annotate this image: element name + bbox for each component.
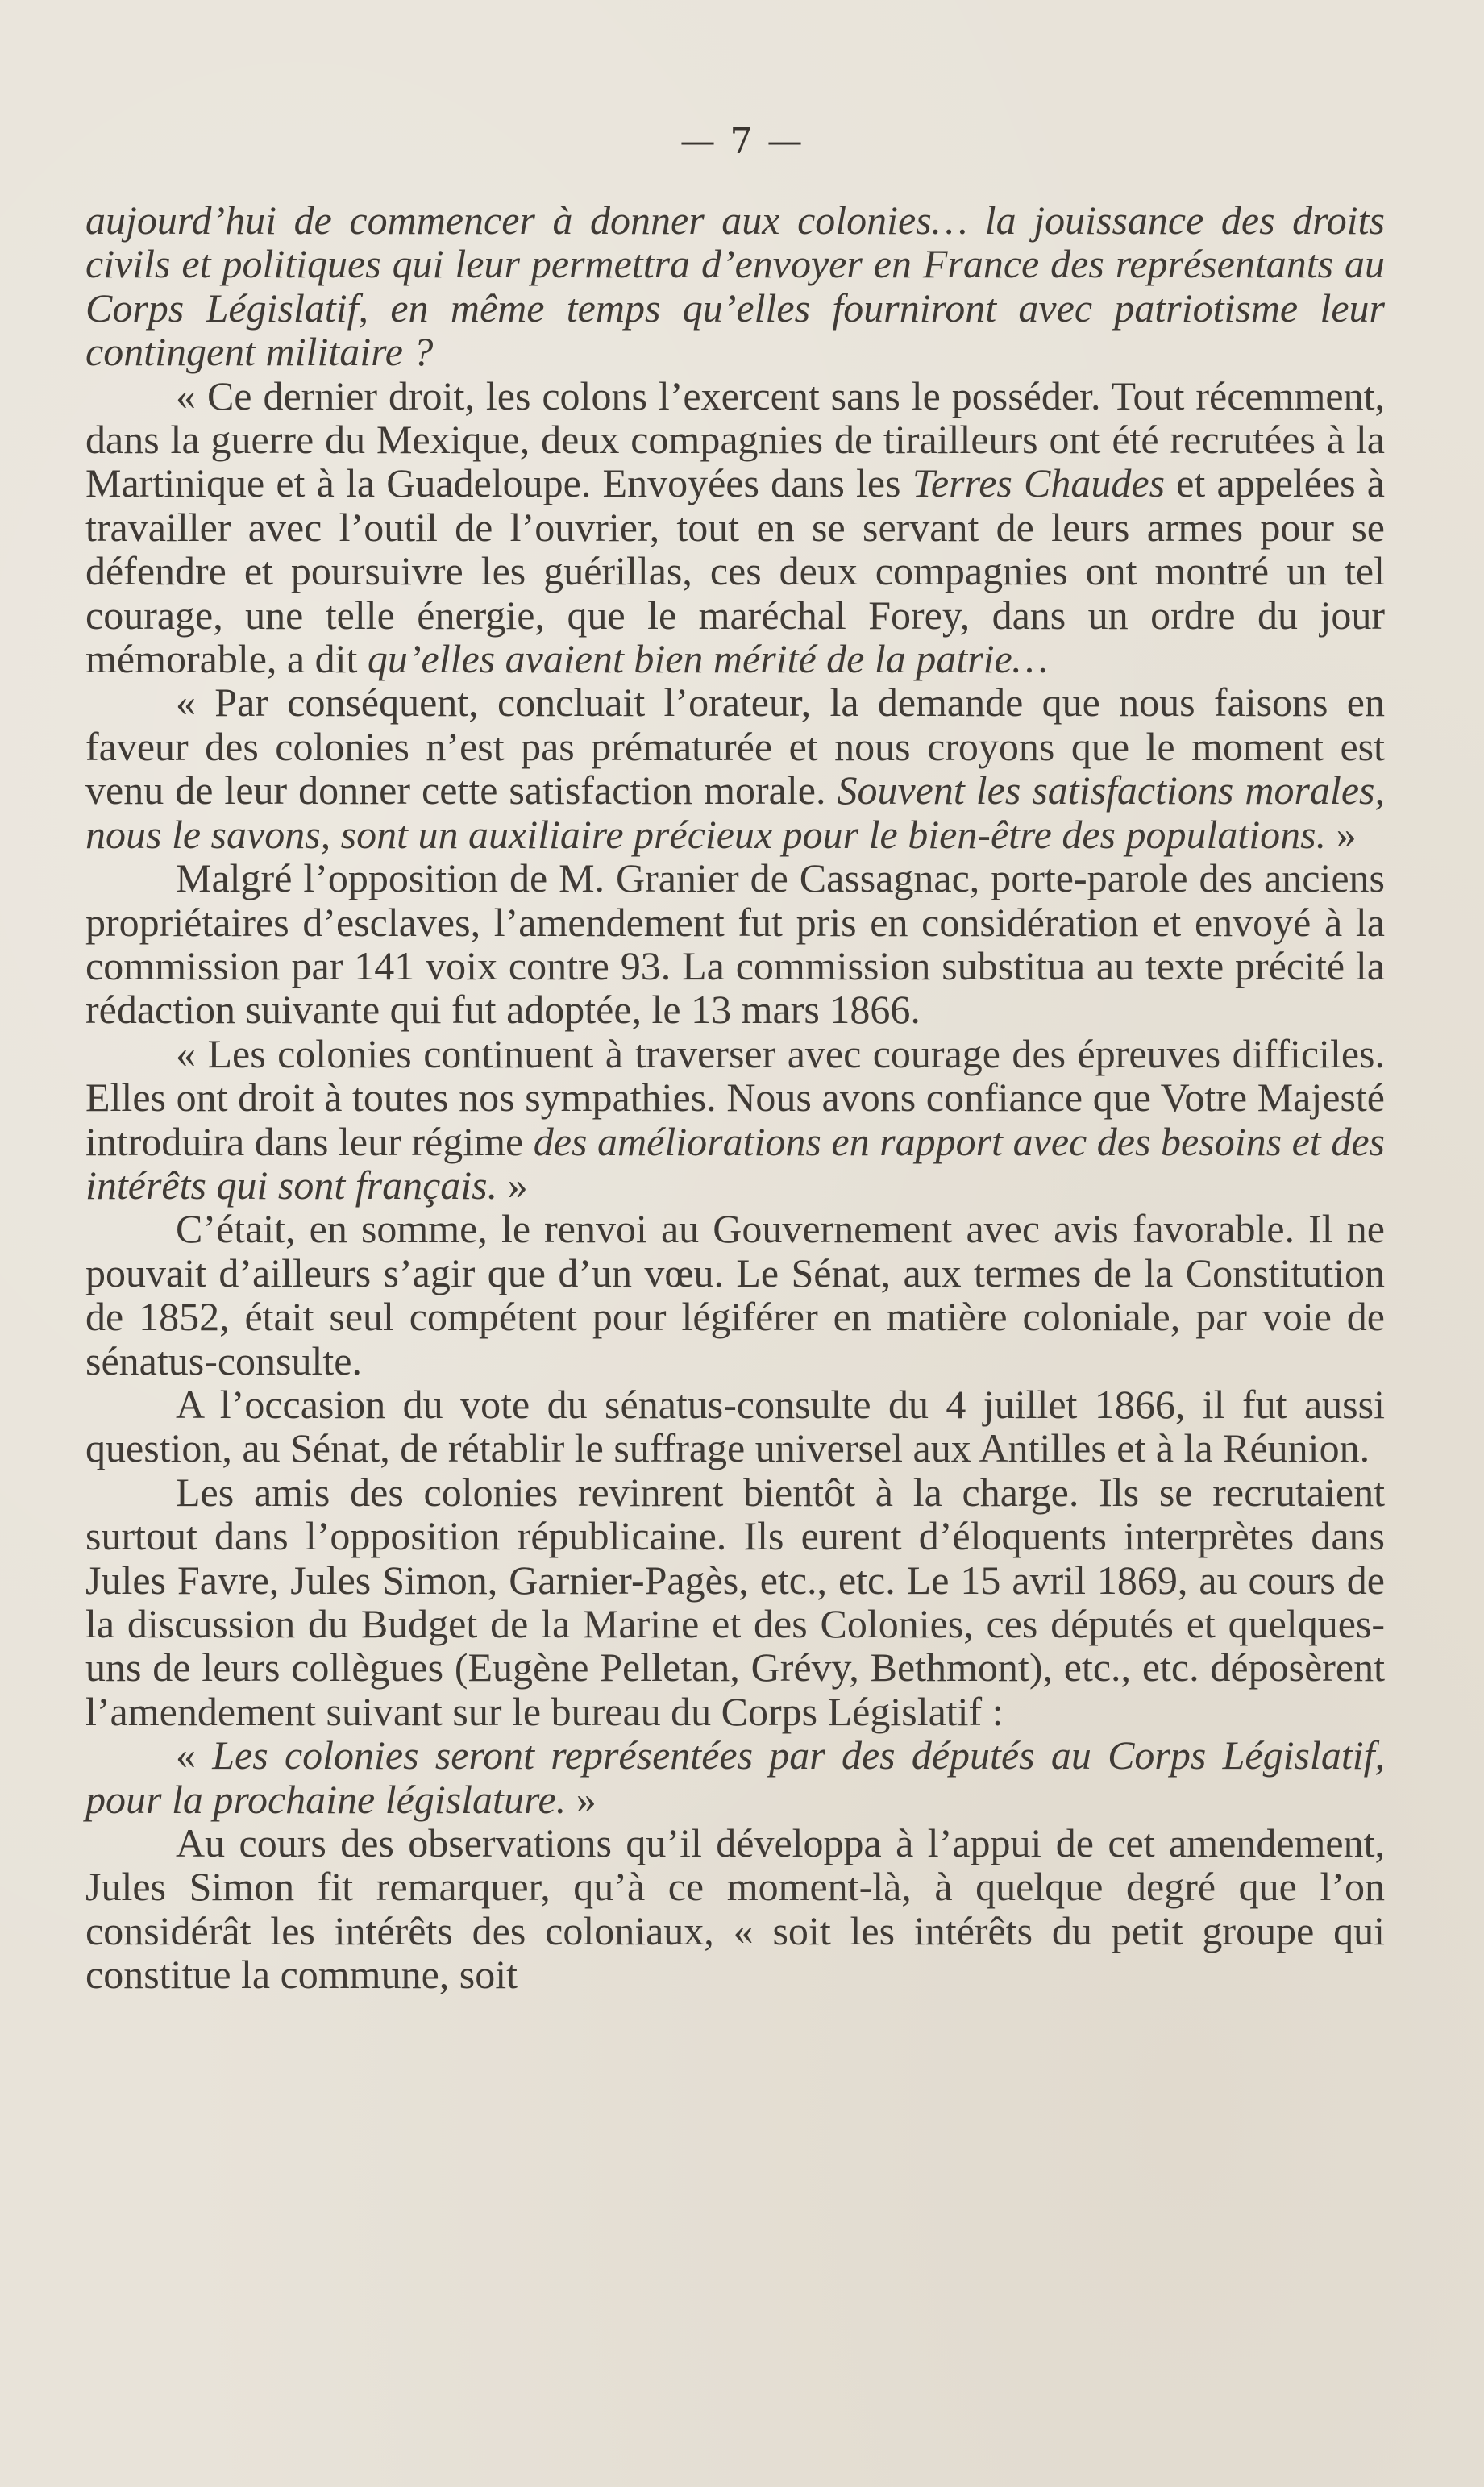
text-run-italic: Souvent les satisfactions morales, nous le savons, sont un auxiliaire précieux pour le bien-être des populations. [85,767,1385,857]
paragraph [85,856,1385,1032]
paragraph [85,1032,1385,1208]
paragraph [85,1207,1385,1383]
text-run: C’était, en somme, le renvoi au Gouvernement avec avis favorable. Il ne pouvait d’ailleurs s’agir que d’un vœu. Le Sénat, aux termes de la Constitution de 1852, était seul compétent pour légiférer en matière coloniale, par voie de sénatus-consulte. [85,1206,1385,1383]
paragraph [85,680,1385,856]
text-run-italic: des améliorations en rapport avec des besoins et des intérêts qui sont français. [85,1118,1385,1208]
text-run: Les amis des colonies revinrent bientôt à la charge. Ils se recrutaient surtout dans l’opposition républicaine. Ils eurent d’éloquents interprètes dans Jules Favre, Jules Simon, Garnier-Pagès, etc., etc. Le 15 avril 1869, au cours de la discussion du Budget de la Marine et des Colonies, ces députés et quelques-uns de leurs collègues (Eugène Pelletan, Grévy, Bethmont), etc., etc. déposèrent l’amendement suivant sur le bureau du Corps Législatif : [85,1469,1385,1734]
text-run: « [176,1732,213,1778]
text-run: » [497,1162,528,1208]
body-text [85,198,1385,1997]
text-run: « Les colonies continuent à traverser avec courage des épreuves difficiles. Elles ont droit à toutes nos sympathies. Nous avons confiance que Votre Majesté introduira dans leur régime [85,1030,1385,1164]
text-run: A l’occasion du vote du sénatus-consulte du 4 juillet 1866, il fut aussi question, au Sénat, de rétablir le suffrage universel aux Antilles et à la Réunion. [85,1381,1385,1471]
paragraph [85,1821,1385,1997]
text-run: » [566,1776,597,1822]
text-run: Au cours des observations qu’il développa à l’appui de cet amendement, Jules Simon fit remarquer, qu’à ce moment-là, à quelque degré que l’on considérât les intérêts des coloniaux, « soit les intérêts du petit groupe qui constitue la commune, soit [85,1820,1385,1998]
page-number: — 7 — [680,121,804,162]
text-run-italic: Les colonies seront représentées par des députés au Corps Législatif, pour la prochaine législature. [85,1732,1385,1822]
text-run: Malgré l’opposition de M. Granier de Cassagnac, porte-parole des anciens propriétaires d’esclaves, l’amendement fut pris en considération et envoyé à la commission par 141 voix contre 93. La commission substitua au texte précité la rédaction suivante qui fut adoptée, le 13 mars 1866. [85,855,1385,1033]
paragraph [85,1470,1385,1733]
text-run: « Ce dernier droit, les colons l’exercent sans le posséder. Tout récemment, dans la guerre du Mexique, deux compagnies de tirailleurs ont été recrutées à la Martinique et à la Guadeloupe. Envoyées dans les [85,372,1385,506]
text-run-italic: Terres Chaudes [912,460,1166,506]
paragraph [85,1733,1385,1821]
paragraph [85,1383,1385,1470]
text-run: » [1326,811,1357,857]
text-run-italic: aujourd’hui de commencer à donner aux colonies… la jouissance des droits civils et politiques qui leur permettra d’envoyer en France des représentants au Corps Législatif, en même temps qu’elles fourniront avec patriotisme leur contingent militaire ? [85,198,1385,375]
text-run: « Par conséquent, concluait l’orateur, la demande que nous faisons en faveur des colonies n’est pas prématurée et nous croyons que le moment est venu de leur donner cette satisfaction morale. [85,680,1385,813]
text-run: et appelées à travailler avec l’outil de l’ouvrier, tout en se servant de leurs armes pour se défendre et poursuivre les guérillas, ces deux compagnies ont montré un tel courage, une telle énergie, que le maréchal Forey, dans un ordre du jour mémorable, a dit [85,460,1385,682]
text-run-italic: qu’elles avaient bien mérité de la patrie… [367,636,1049,682]
paragraph [85,198,1385,374]
paragraph [85,374,1385,681]
